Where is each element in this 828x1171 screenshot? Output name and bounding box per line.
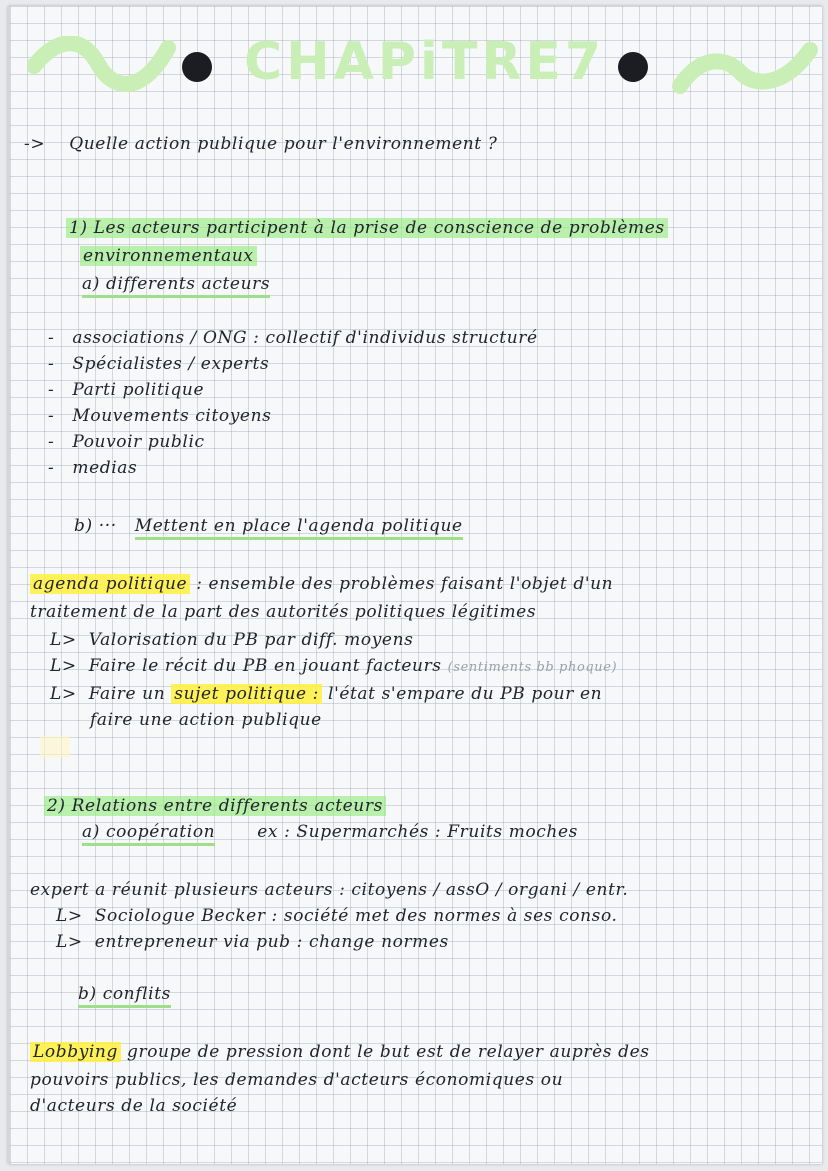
list-item: - medias [48,458,138,478]
small-sticker-mark [40,736,70,758]
question-text: Quelle action publique pour l'environnement ? [69,134,498,154]
left-wave-decoration [28,36,178,96]
expert-line: expert a réunit plusieurs acteurs : citoyens / assO / organi / entr. [30,880,629,900]
cooperation-example: ex : Supermarchés : Fruits moches [257,822,578,842]
agenda-continuation: faire une action publique [90,710,322,730]
section2-title: 2) Relations entre differents acteurs [44,796,386,816]
arrow-marker: -> [24,134,46,154]
list-item: - Pouvoir public [48,432,205,452]
list-item: - associations / ONG : collectif d'individus structuré [48,328,538,348]
lobbying-definition-line1: Lobbying groupe de pression dont le but est de relayer auprès des [30,1042,650,1062]
agenda-definition-line2: traitement de la part des autorités politiques légitimes [30,602,537,622]
section2-sub-b: b) conflits [78,984,171,1008]
agenda-bullet: L> Valorisation du PB par diff. moyens [50,630,414,650]
right-wave-decoration [670,36,820,96]
section1-sub-a: a) differents acteurs [82,274,270,298]
binder-hole-left [182,52,212,82]
section2-bullet: L> entrepreneur via pub : change normes [56,932,449,952]
question-line [24,134,497,154]
list-item: - Spécialistes / experts [48,354,270,374]
section2-bullet: L> Sociologue Becker : société met des normes à ses conso. [56,906,618,926]
section1-title-line1: 1) Les acteurs participent à la prise de conscience de problèmes [66,218,668,238]
section1-title-line2: environnementaux [80,246,257,266]
lobbying-definition-line3: d'acteurs de la société [30,1096,238,1116]
agenda-bullet: L> Faire un sujet politique : l'état s'empare du PB pour en [50,684,603,704]
lobbying-definition-line2: pouvoirs publics, les demandes d'acteurs économiques ou [30,1070,564,1090]
list-item: - Mouvements citoyens [48,406,272,426]
sujet-politique-highlight: sujet politique : [171,684,322,704]
binder-hole-right [618,52,648,82]
agenda-definition-line1: agenda politique : ensemble des problèmes faisant l'objet d'un [30,574,613,594]
chapter-title: CHAPiTRE7 [244,32,606,92]
agenda-term: agenda politique [30,574,190,594]
agenda-side-note: (sentiments bb phoque) [447,660,618,675]
agenda-bullet: L> Faire le récit du PB en jouant facteurs (sentiments bb phoque) [50,656,618,676]
lobbying-term: Lobbying [30,1042,121,1062]
list-item: - Parti politique [48,380,205,400]
section1-sub-b: b) ··· Mettent en place l'agenda politique [74,516,463,536]
notebook-page [8,6,822,1164]
section2-sub-a-line: a) coopération ex : Supermarchés : Fruits moches [82,822,578,842]
